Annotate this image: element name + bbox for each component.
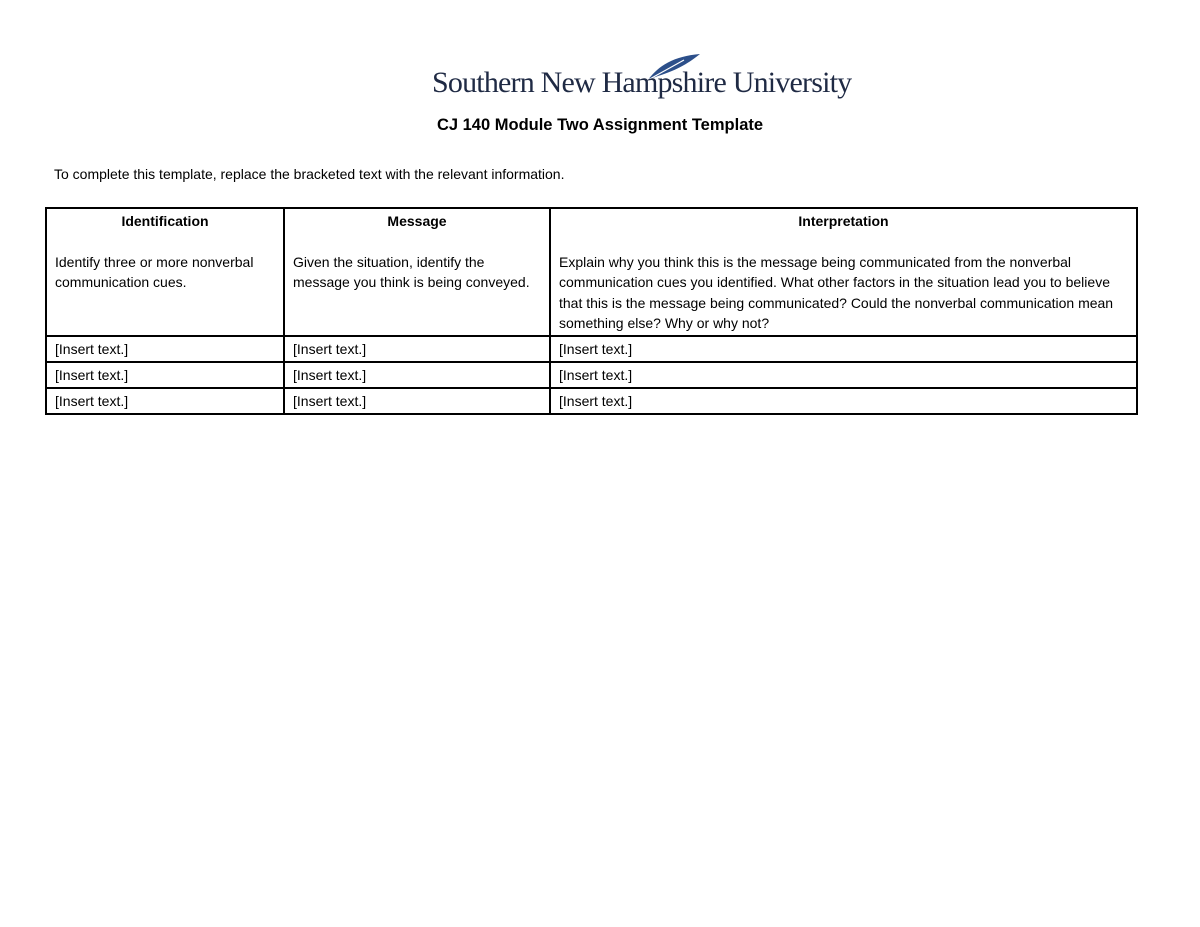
table-cell[interactable]: [Insert text.] [46, 362, 284, 388]
header-cell-message [284, 208, 550, 336]
logo-text: Southern New Hampshire University [432, 66, 852, 99]
university-logo [432, 52, 852, 104]
instructions-text: To complete this template, replace the bracketed text with the relevant information. [54, 166, 565, 182]
document-title: CJ 140 Module Two Assignment Template [436, 116, 764, 134]
table-cell[interactable]: [Insert text.] [550, 336, 1137, 362]
column-description: Explain why you think this is the message being communicated from the nonverbal communication cues you identified. What other factors in the situation lead you to believe that this is the message being communicated? Could the nonverbal communication mean something else? Why or why not? [559, 253, 1114, 331]
header-cell-interpretation [550, 208, 1137, 336]
table-cell[interactable]: [Insert text.] [46, 336, 284, 362]
table-cell[interactable]: [Insert text.] [550, 362, 1137, 388]
column-heading: Identification [121, 213, 209, 229]
header-cell-identification [46, 208, 284, 336]
column-description: Identify three or more nonverbal communication cues. [55, 253, 254, 290]
column-heading: Interpretation [798, 213, 889, 229]
table-header-row [46, 208, 1137, 336]
assignment-table [45, 207, 1138, 415]
column-description: Given the situation, identify the message you think is being conveyed. [293, 253, 530, 290]
table-row [46, 336, 1137, 362]
table-row [46, 362, 1137, 388]
table-cell[interactable]: [Insert text.] [284, 362, 550, 388]
column-heading: Message [387, 213, 447, 229]
table-row [46, 388, 1137, 414]
table-cell[interactable]: [Insert text.] [284, 336, 550, 362]
table-cell[interactable]: [Insert text.] [550, 388, 1137, 414]
table-cell[interactable]: [Insert text.] [46, 388, 284, 414]
table-cell[interactable]: [Insert text.] [284, 388, 550, 414]
